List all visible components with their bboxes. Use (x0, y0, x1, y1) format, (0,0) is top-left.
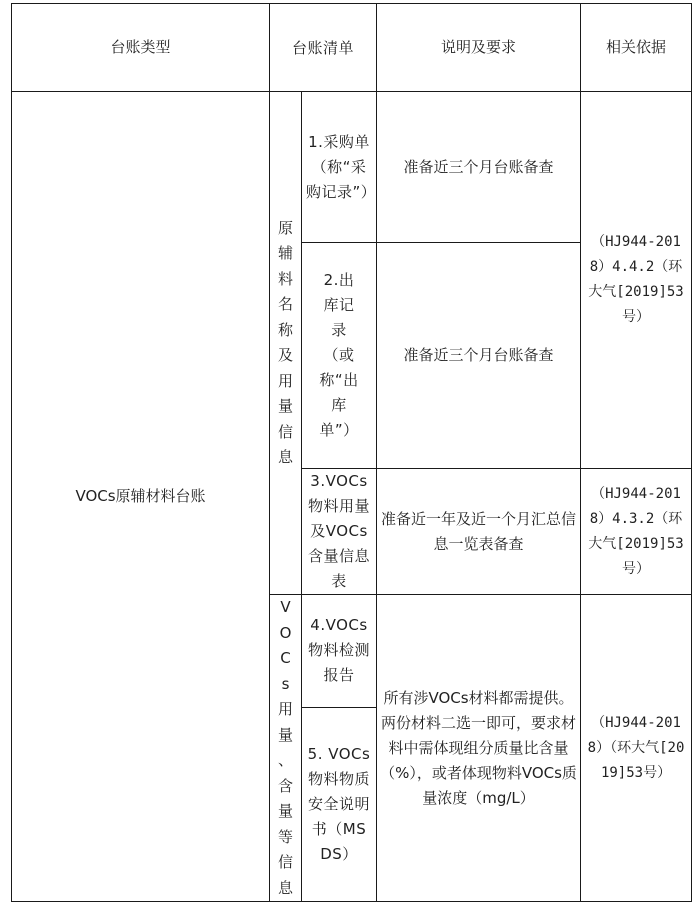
group-label-char: 息 (277, 878, 293, 897)
requirement-cell: 准备近三个月台账备查 (377, 243, 581, 469)
ledger-type-cell: VOCs原辅材料台账 (12, 92, 270, 902)
list-item-outbound (302, 243, 377, 469)
group-label-char: 用 (277, 700, 293, 718)
group-vocs-content (270, 595, 302, 902)
group-label-char: C (280, 649, 291, 667)
requirement-cell: 准备近三个月台账备查 (377, 92, 581, 243)
list-item-msds (302, 707, 377, 901)
group-label-char: 原 (277, 218, 293, 237)
list-item-usage-table (302, 469, 377, 595)
basis-text: （HJ944-2018）4.3.2（环大气[2019]53号） (588, 485, 684, 577)
vocs-ledger-table (11, 3, 692, 902)
list-item-text: 1.采购单（称“采购记录”） (306, 132, 377, 201)
group-label-char: 、 (277, 751, 293, 769)
requirement-merged-cell: 所有涉VOCs材料都需提供。两份材料二选一即可，要求材料中需体现组分质量比含量（%），或者体现物料VOCs质量浓度（mg/L） (377, 595, 581, 902)
basis-cell (581, 92, 692, 469)
header-basis: 相关依据 (581, 4, 692, 92)
group-label-char: 辅 (277, 244, 293, 262)
group-label-char: 量 (277, 802, 293, 820)
group-label-char: 料 (277, 269, 293, 288)
group-label-char: 及 (277, 346, 293, 364)
group-label-char: 信 (277, 422, 293, 441)
group-vocs-content-label (270, 595, 301, 901)
requirement-cell: 准备近一年及近一个月汇总信息一览表备查 (377, 469, 581, 595)
list-item-text: 4.VOCs物料检测报告 (308, 616, 371, 685)
group-label-char: 含 (277, 776, 293, 795)
group-label-char: 称 (277, 320, 293, 339)
list-item-text: 5. VOCs物料物质安全说明书（MSDS） (307, 744, 371, 863)
group-label-char: 名 (277, 295, 293, 313)
basis-cell (581, 469, 692, 595)
list-item-test-report (302, 595, 377, 708)
group-label-char: 等 (277, 827, 293, 846)
group-label-char: O (279, 623, 292, 642)
header-ledger-list (270, 4, 377, 92)
header-ledger-list-text: 台账清单 (292, 38, 355, 57)
basis-text: （HJ944-2018）（环大气[2019]53号） (587, 714, 685, 781)
header-description: 说明及要求 (377, 4, 581, 92)
list-item-purchase (302, 92, 377, 243)
group-label-char: 用 (277, 371, 293, 390)
header-ledger-type: 台账类型 (12, 4, 270, 92)
group-label-char: 息 (277, 448, 293, 466)
group-raw-materials (270, 92, 302, 595)
group-raw-materials-label (270, 216, 301, 471)
basis-cell (581, 595, 692, 902)
header-row (12, 4, 692, 92)
group-label-char: 量 (277, 397, 293, 415)
table-row (12, 92, 692, 243)
group-label-char: V (280, 598, 291, 616)
group-label-char: s (281, 674, 290, 693)
basis-text: （HJ944-2018）4.4.2（环大气[2019]53号） (588, 234, 684, 325)
list-item-text: 3.VOCs物料用量及VOCs含量信息表 (308, 472, 371, 590)
group-label-char: 量 (277, 725, 293, 744)
list-item-text: 2.出库记录（或称“出库单”） (319, 271, 359, 439)
group-label-char: 信 (277, 853, 293, 871)
